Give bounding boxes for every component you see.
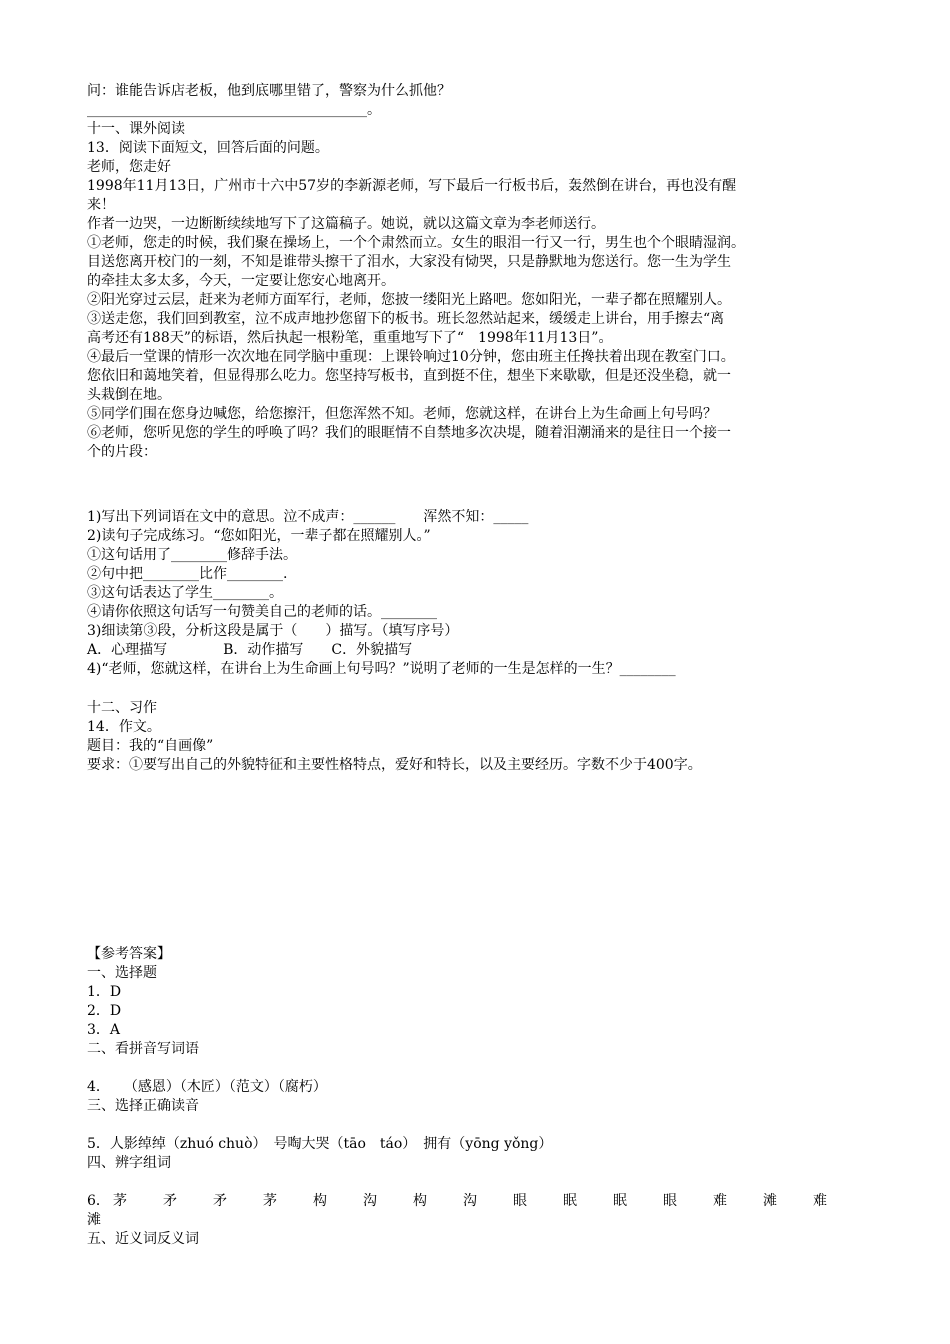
sub-questions	[87, 508, 867, 679]
paragraph-line: ④最后一堂课的情形一次次地在同学脑中重现：上课铃响过10分钟，您由班主任搀扶着出现在教室门口。	[87, 349, 735, 365]
paragraph-line: 头栽倒在地。	[87, 387, 171, 403]
answer-char: 难	[813, 1193, 827, 1209]
answer-item: 2．D	[87, 1003, 122, 1019]
paragraph-line: 1998年11月13日，广州市十六中57岁的李新源老师，写下最后一行板书后，轰然倒在讲台，再也没有醒	[87, 178, 737, 194]
answer-char: 眼	[513, 1193, 527, 1209]
paragraph-line: ③送走您，我们回到教室，泣不成声地抄您留下的板书。班长忽然站起来，缓缓走上讲台，用手擦去“离	[87, 311, 725, 327]
answer-char: 构	[413, 1193, 427, 1209]
paragraph-line: 来！	[87, 197, 115, 213]
answer-char: 眠	[613, 1193, 627, 1209]
paragraph-line: 目送您离开校门的一刻，不知是谁带头擦干了泪水，大家没有恸哭，只是静默地为您送行。您一生为学生	[87, 254, 731, 270]
answer-item: 1．D	[87, 984, 122, 1000]
question-title: 13．阅读下面短文，回答后面的问题。	[87, 140, 329, 156]
paragraph-line: 的牵挂太多太多，今天，一定要让您安心地离开。	[87, 273, 395, 289]
answer-char: 矛	[163, 1193, 177, 1209]
answer-key	[87, 945, 867, 1249]
essay-requirement: 要求：①要写出自己的外貌特征和主要性格特点，爱好和特长，以及主要经历。字数不少于400字。	[87, 757, 702, 773]
paragraph-line: ①老师，您走的时候，我们聚在操场上，一个个肃然而立。女生的眼泪一行又一行，男生也个个眼睛湿润。	[87, 235, 745, 251]
answer-item: 4． （感恩）（木匠）（范文）（腐朽）	[87, 1079, 327, 1095]
section-heading: 十二、习作	[87, 700, 157, 716]
sub-question: 4)“老师，您就这样，在讲台上为生命画上句号吗？”说明了老师的一生是怎样的一生？________	[87, 661, 676, 677]
answer-char: 茅	[263, 1193, 277, 1209]
sub-question: A．心理描写 B．动作描写 C．外貌描写	[87, 642, 413, 658]
answer-char: 矛	[213, 1193, 227, 1209]
answer-char: 构	[313, 1193, 327, 1209]
answer-char: 茅	[113, 1193, 127, 1209]
answer-prefix: 6．	[87, 1193, 110, 1209]
sub-question: ③这句话表达了学生________。	[87, 585, 283, 601]
paragraph-line: 高考还有188天”的标语，然后执起一根粉笔，重重地写下了“ 1998年11月13日”。	[87, 330, 613, 346]
answer-section: 一、选择题	[87, 965, 157, 981]
sub-question: ②句中把________比作________.	[87, 566, 288, 582]
answer-char: 眠	[563, 1193, 577, 1209]
answer-item: 3．A	[87, 1022, 121, 1038]
writing-section	[87, 699, 867, 775]
answer-char: 滩	[87, 1212, 101, 1228]
sub-question: 2)读句子完成练习。“您如阳光，一辈子都在照耀别人。”	[87, 528, 431, 544]
question-title: 14．作文。	[87, 719, 161, 735]
paragraph-line: ②阳光穿过云层，赶来为老师方面军行，老师，您披一缕阳光上路吧。您如阳光，一辈子都在照耀别人。	[87, 292, 731, 308]
answer-item: 5．人影绰绰（zhuó chuò） 号啕大哭（tāo táo） 拥有（yōng yǒng）	[87, 1136, 553, 1152]
paragraph-line: 作者一边哭，一边断断续续地写下了这篇稿子。她说，就以这篇文章为李老师送行。	[87, 216, 605, 232]
answer-char: 滩	[763, 1193, 777, 1209]
paragraph-line: 您依旧和蔼地笑着，但显得那么吃力。您坚持写板书，直到挺不住，想坐下来歇歇，但是还没坐稳，就一	[87, 368, 731, 384]
sub-question: 1)写出下列词语在文中的意思。泣不成声：______ 浑然不知：_____	[87, 509, 529, 525]
answer-item-6	[87, 1192, 867, 1211]
answer-section: 三、选择正确读音	[87, 1098, 199, 1114]
answer-heading: 【参考答案】	[87, 946, 171, 962]
answer-char: 难	[713, 1193, 727, 1209]
sub-question: ①这句话用了________修辞手法。	[87, 547, 297, 563]
answer-section: 二、看拼音写词语	[87, 1041, 199, 1057]
paragraph-line: 个的片段：	[87, 444, 157, 460]
text-line: 问：谁能告诉店老板，他到底哪里错了，警察为什么抓他？	[87, 83, 451, 99]
answer-char: 沟	[363, 1193, 377, 1209]
paragraph-line: ⑥老师，您听见您的学生的呼唤了吗？我们的眼眶情不自禁地多次决堤，随着泪潮涌来的是往日一个接一	[87, 425, 731, 441]
essay-topic: 题目：我的“自画像”	[87, 738, 214, 754]
sub-question: 3)细读第③段，分析这段是属于（ ）描写。（填写序号）	[87, 623, 459, 639]
sub-question: ④请你依照这句话写一句赞美自己的老师的话。________	[87, 604, 437, 620]
answer-section: 四、辨字组词	[87, 1155, 171, 1171]
answer-section: 五、近义词反义词	[87, 1231, 199, 1247]
answer-blank-line: ________________________________________。	[87, 102, 381, 118]
reading-section	[87, 82, 867, 462]
paragraph-line: ⑤同学们围在您身边喊您，给您擦汗，但您浑然不知。老师，您就这样，在讲台上为生命画上句号吗？	[87, 406, 717, 422]
answer-char: 沟	[463, 1193, 477, 1209]
answer-char: 眼	[663, 1193, 677, 1209]
section-heading: 十一、课外阅读	[87, 121, 185, 137]
article-title: 老师，您走好	[87, 159, 171, 175]
